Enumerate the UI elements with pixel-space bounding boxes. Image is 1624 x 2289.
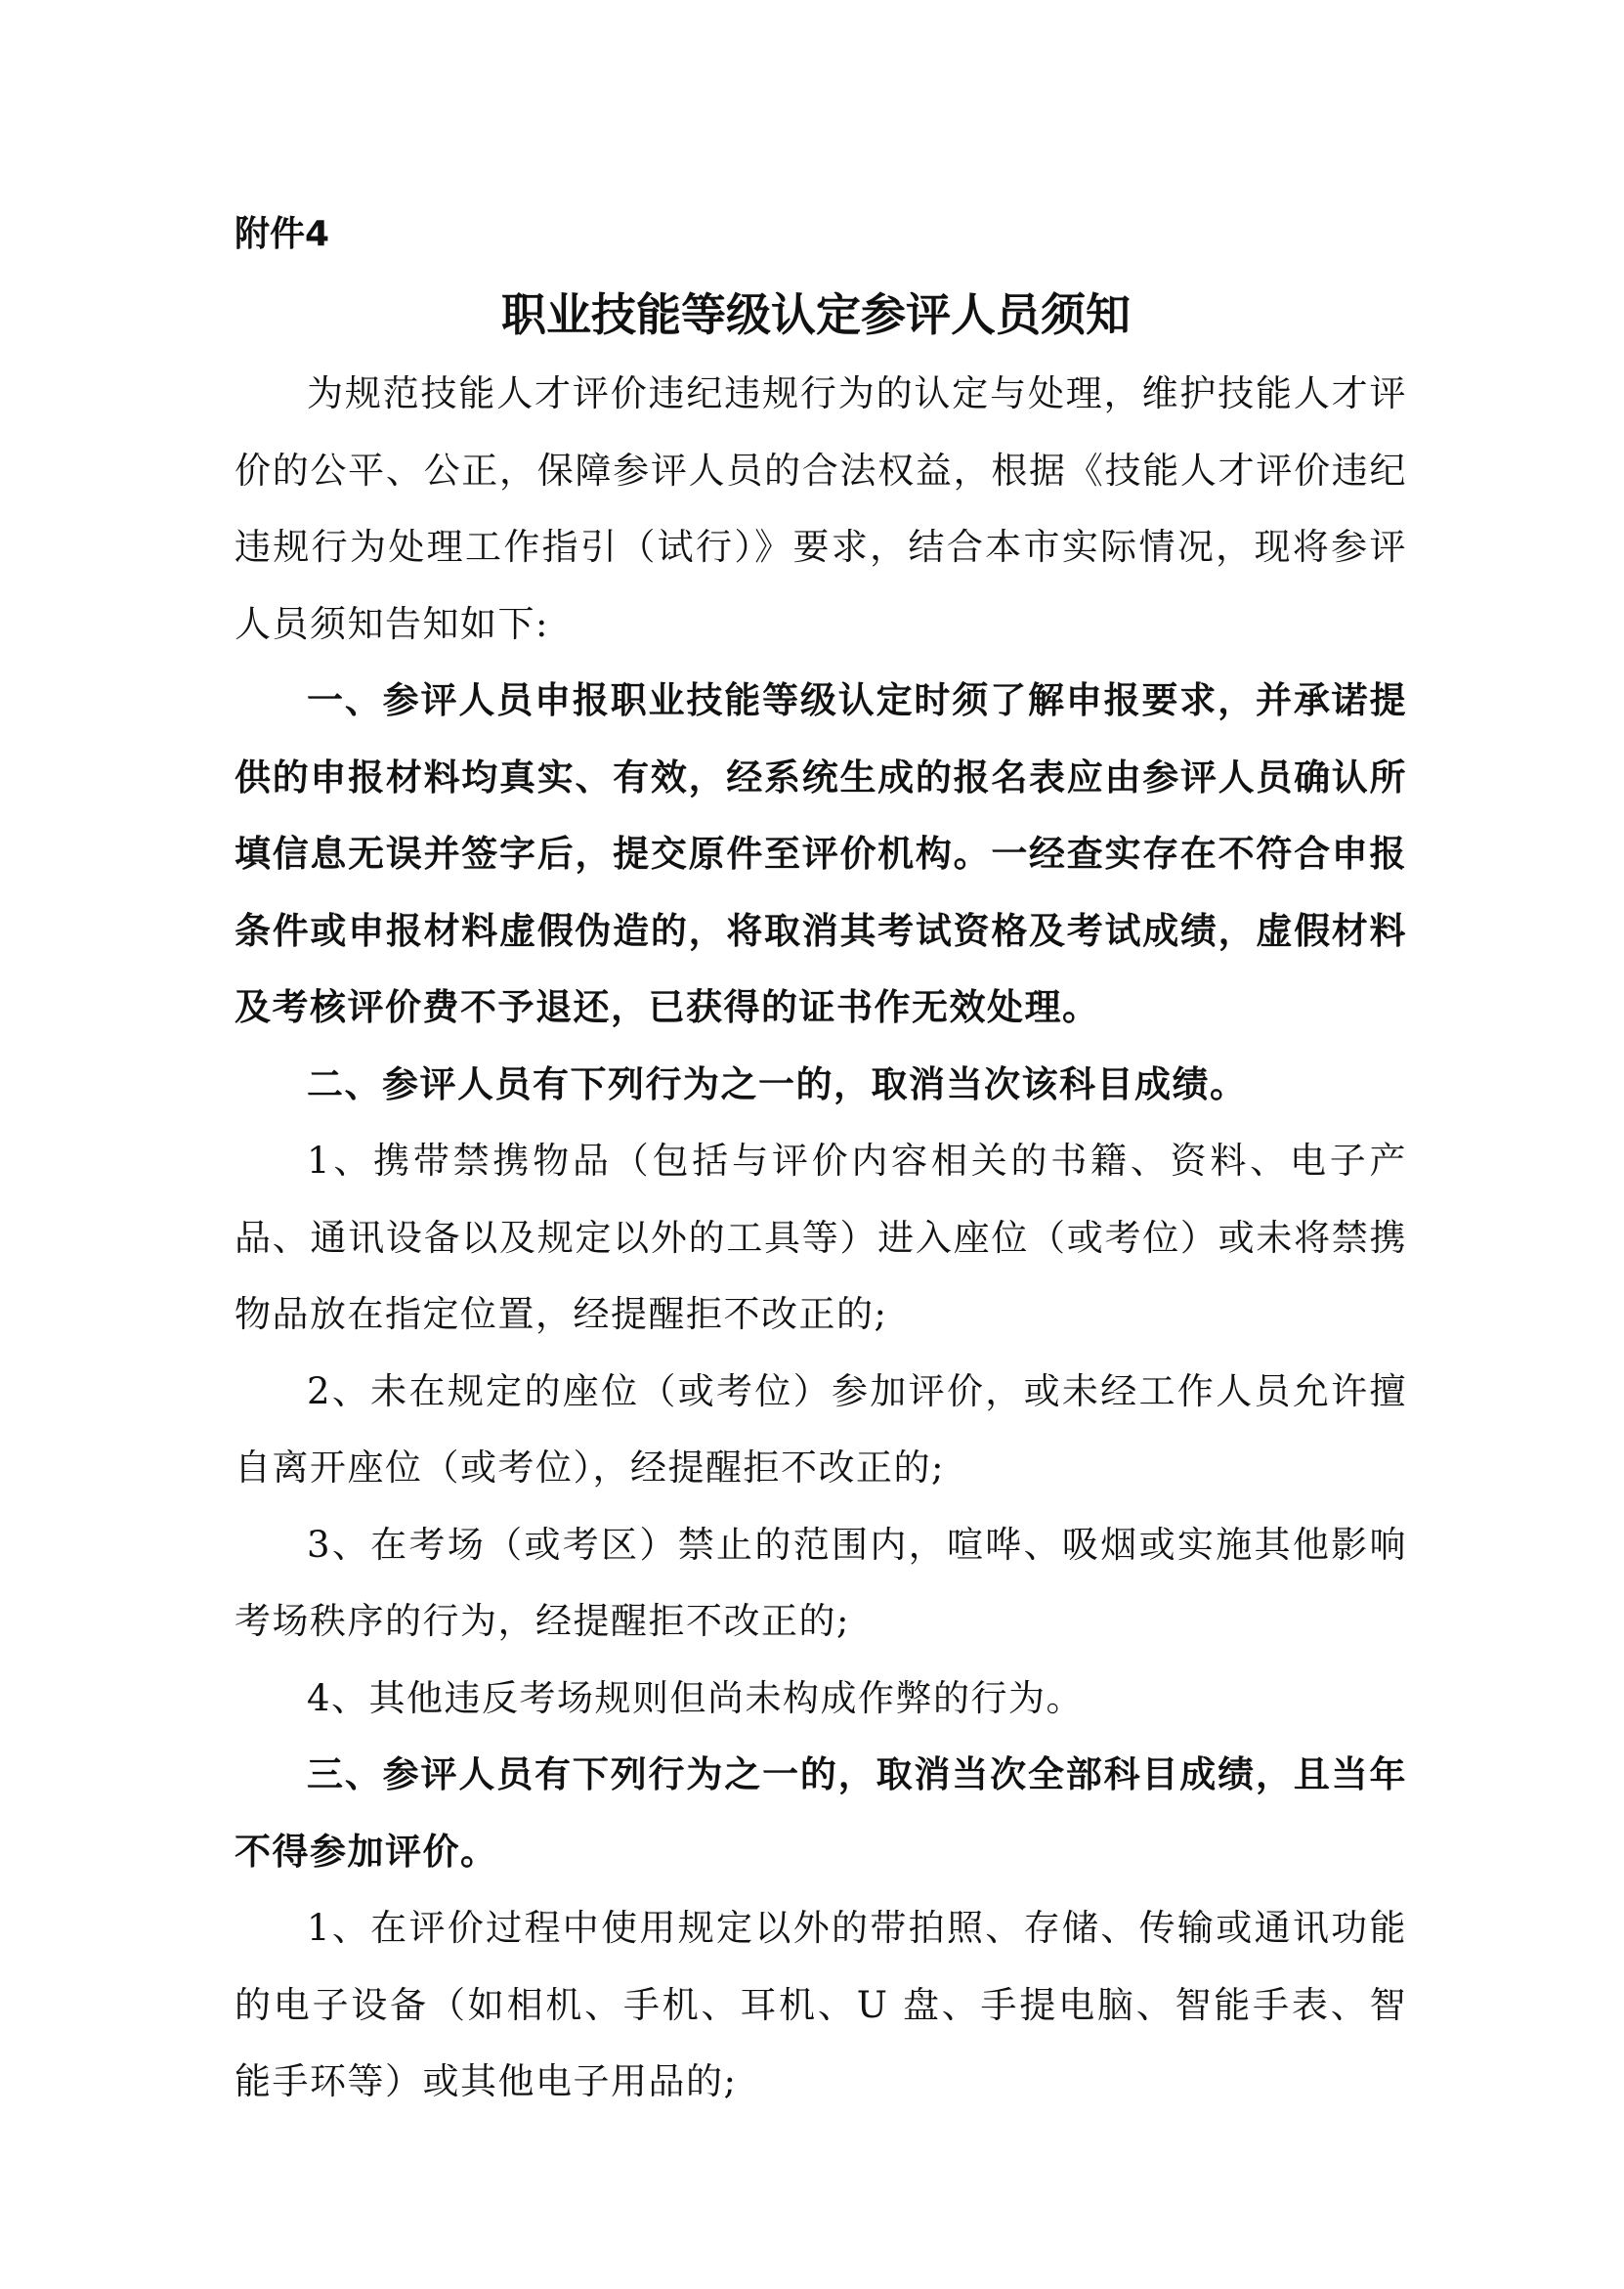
document-title: 职业技能等级认定参评人员须知 [501,288,1131,341]
document-page [235,195,1407,2121]
intro-paragraph: 为规范技能人才评价违纪违规行为的认定与处理，维护技能人才评价的公平、公正，保障参评人员的合法权益，根据《技能人才评价违纪违规行为处理工作指引（试行）》要求，结合本市实际情况，现将参评人员须知告知如下: [235,372,1407,645]
section-1-paragraph: 一、参评人员申报职业技能等级认定时须了解申报要求，并承诺提供的申报材料均真实、有效，经系统生成的报名表应由参评人员确认所填信息无误并签字后，提交原件至评价机构。一经查实存在不符合申报条件或申报材料虚假伪造的，将取消其考试资格及考试成绩，虚假材料及考核评价费不予退还，已获得的证书作无效处理。 [235,679,1407,1028]
section-2-item-3: 3、在考场（或考区）禁止的范围内，喧哗、吸烟或实施其他影响考场秩序的行为，经提醒拒不改正的; [235,1523,1407,1642]
section-3-heading: 三、参评人员有下列行为之一的，取消当次全部科目成绩，且当年不得参加评价。 [235,1753,1407,1873]
section-2-heading: 二、参评人员有下列行为之一的，取消当次该科目成绩。 [307,1062,1248,1105]
section-2-item-2: 2、未在规定的座位（或考位）参加评价，或未经工作人员允许擅自离开座位（或考位），经提醒拒不改正的; [235,1369,1407,1489]
section-3-item-1: 1、在评价过程中使用规定以外的带拍照、存储、传输或通讯功能的电子设备（如相机、手机、耳机、U 盘、手提电脑、智能手表、智能手环等）或其他电子用品的; [235,1907,1407,2102]
section-2-item-4: 4、其他违反考场规则但尚未构成作弊的行为。 [307,1676,1085,1719]
section-2-item-1: 1、携带禁携物品（包括与评价内容相关的书籍、资料、电子产品、通讯设备以及规定以外的工具等）进入座位（或考位）或未将禁携物品放在指定位置，经提醒拒不改正的; [235,1140,1407,1335]
attachment-label: 附件4 [235,214,330,254]
